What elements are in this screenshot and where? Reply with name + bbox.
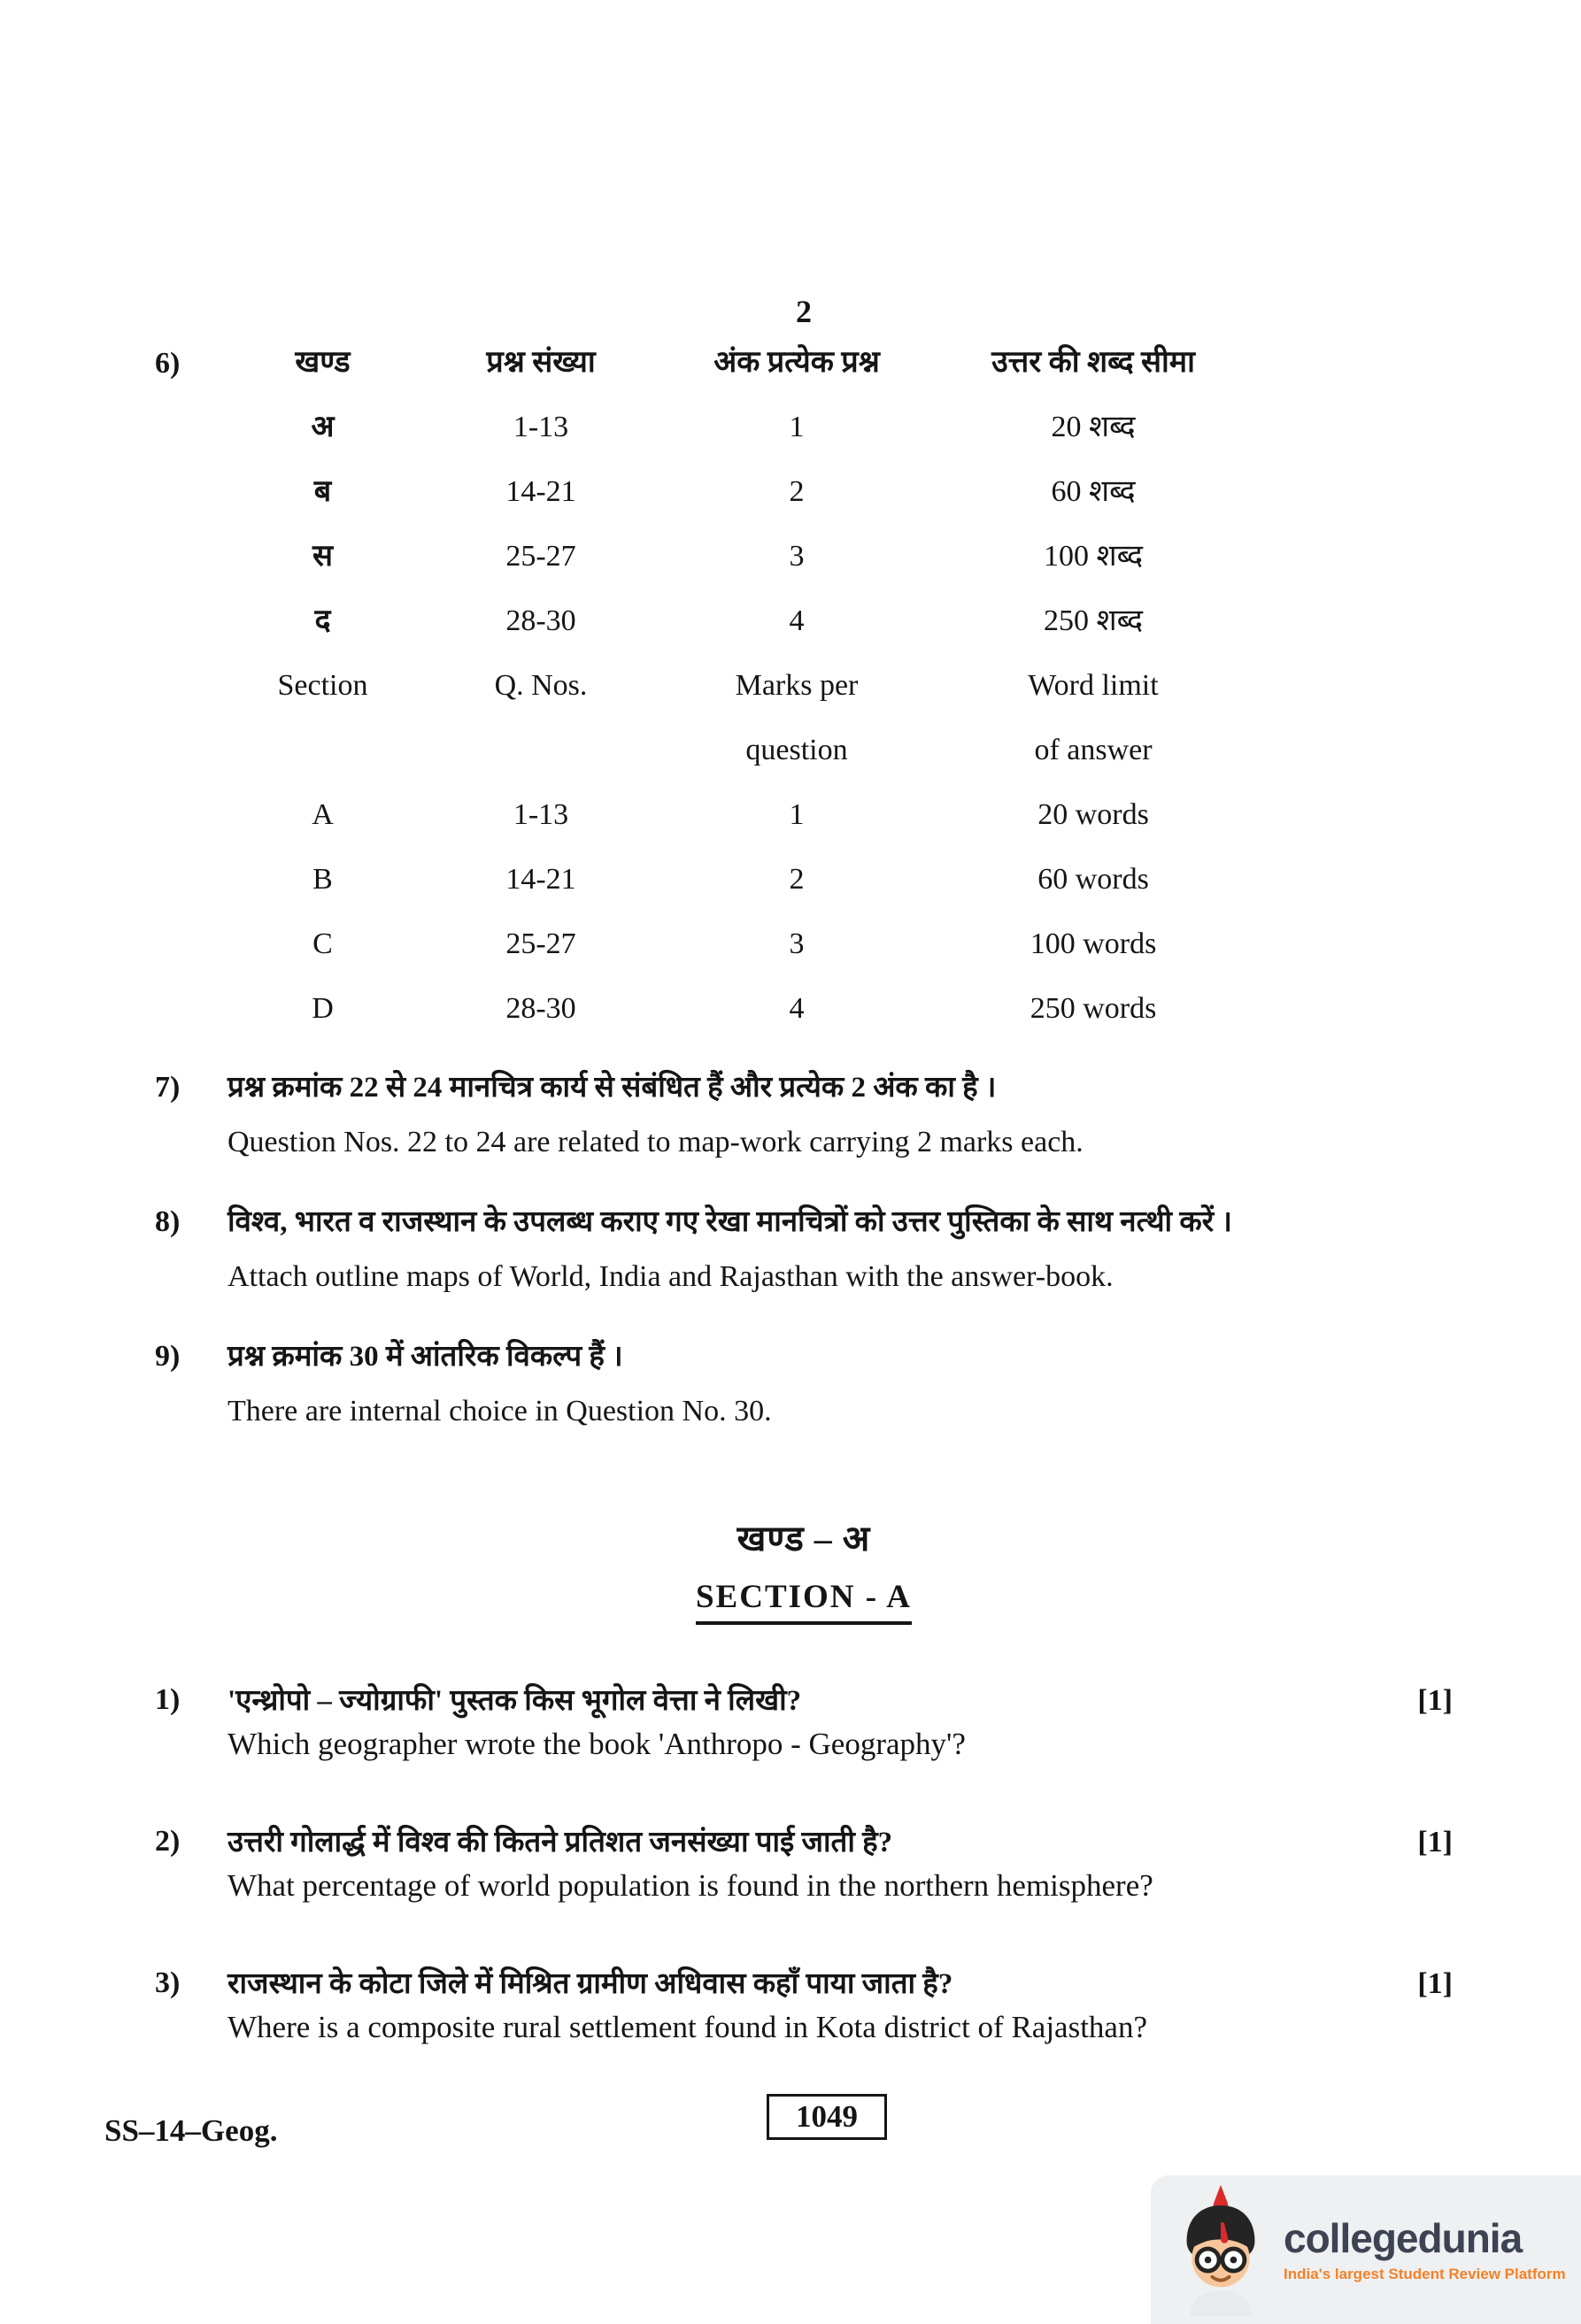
question-english: What percentage of world population is found in the northern hemisphere? bbox=[228, 1868, 1153, 1903]
marks-badge: [1] bbox=[1417, 1684, 1453, 1717]
table-cell: 14-21 bbox=[505, 475, 576, 508]
table-cell: 2 bbox=[789, 475, 805, 508]
table-cell: 3 bbox=[789, 927, 805, 960]
question-number: 3) bbox=[155, 1966, 181, 1999]
marks-table bbox=[228, 343, 1257, 1028]
table-cell: A bbox=[312, 798, 334, 831]
footer-code-box: 1049 bbox=[767, 2094, 887, 2140]
page-content bbox=[155, 292, 1453, 2050]
instruction-item-7 bbox=[155, 1067, 1453, 1163]
table-cell: D bbox=[312, 992, 334, 1025]
table-cell: 100 words bbox=[1030, 927, 1157, 960]
collegedunia-logo bbox=[1151, 2175, 1581, 2324]
table-cell: स bbox=[312, 540, 333, 573]
question-item-3 bbox=[155, 1963, 1453, 2050]
instruction-item-6 bbox=[155, 343, 1453, 1028]
table-cell: 1-13 bbox=[513, 798, 569, 831]
table-cell: 20 शब्द bbox=[1051, 411, 1136, 443]
table-cell: 14-21 bbox=[505, 863, 576, 896]
table-cell: 60 words bbox=[1037, 863, 1149, 896]
brand-name: collegedunia bbox=[1284, 2215, 1523, 2261]
table-cell: 25-27 bbox=[505, 927, 576, 960]
instruction-hindi: प्रश्न क्रमांक 30 में आंतरिक विकल्प हैं । bbox=[228, 1341, 623, 1373]
table-header-cell: खण्ड bbox=[295, 346, 351, 379]
item-number: 6) bbox=[155, 347, 181, 380]
collegedunia-mascot-icon bbox=[1168, 2183, 1273, 2316]
table-header-cell: Word limit bbox=[1028, 669, 1159, 702]
section-heading bbox=[155, 1517, 1453, 1625]
table-header-cell: उत्तर की शब्द सीमा bbox=[991, 346, 1195, 379]
section-heading-english: SECTION - A bbox=[696, 1577, 912, 1625]
table-header-cell: Marks per bbox=[735, 669, 859, 702]
table-cell: C bbox=[312, 927, 333, 960]
table-cell: 20 words bbox=[1037, 798, 1149, 831]
instruction-hindi: प्रश्न क्रमांक 22 से 24 मानचित्र कार्य से संबंधित हैं और प्रत्येक 2 अंक का है । bbox=[228, 1072, 997, 1104]
table-header-cell bbox=[418, 731, 664, 770]
instruction-item-8 bbox=[155, 1202, 1453, 1297]
instruction-item-9 bbox=[155, 1336, 1453, 1432]
instruction-hindi: विश्व, भारत व राजस्थान के उपलब्ध कराए गए रेखा मानचित्रों को उत्तर पुस्तिका के साथ नत्थी करें । bbox=[228, 1206, 1232, 1238]
marks-badge: [1] bbox=[1417, 1967, 1453, 2000]
table-cell: 1 bbox=[789, 798, 805, 831]
table-cell: 250 शब्द bbox=[1044, 604, 1143, 637]
instruction-english: Question Nos. 22 to 24 are related to map-work carrying 2 marks each. bbox=[228, 1126, 1084, 1158]
table-header-cell: Section bbox=[277, 669, 368, 702]
question-hindi: 'एन्थ्रोपो – ज्योग्राफी' पुस्तक किस भूगोल वेत्ता ने लिखी? bbox=[228, 1685, 802, 1717]
instruction-english: Attach outline maps of World, India and Rajasthan with the answer-book. bbox=[228, 1260, 1114, 1293]
table-cell: 2 bbox=[789, 863, 805, 896]
question-item-1 bbox=[155, 1680, 1453, 1766]
table-cell: 28-30 bbox=[505, 992, 576, 1025]
question-hindi: उत्तरी गोलार्द्ध में विश्व की कितने प्रतिशत जनसंख्या पाई जाती है? bbox=[228, 1827, 893, 1858]
page-number: 2 bbox=[796, 294, 812, 329]
table-cell: 1-13 bbox=[513, 411, 569, 443]
table-cell: द bbox=[314, 604, 331, 637]
item-number: 8) bbox=[155, 1205, 181, 1238]
table-cell: B bbox=[312, 863, 333, 896]
brand-tagline: India's largest Student Review Platform bbox=[1284, 2266, 1566, 2282]
table-cell: 25-27 bbox=[505, 540, 576, 573]
table-cell: 100 शब्द bbox=[1044, 540, 1143, 573]
table-cell: ब bbox=[313, 475, 332, 508]
table-header-cell: Q. Nos. bbox=[494, 669, 588, 702]
table-cell: 1 bbox=[789, 411, 805, 443]
table-header-cell: अंक प्रत्येक प्रश्न bbox=[713, 346, 880, 379]
question-number: 1) bbox=[155, 1683, 181, 1716]
question-english: Which geographer wrote the book 'Anthropo - Geography'? bbox=[228, 1727, 966, 1761]
question-hindi: राजस्थान के कोटा जिले में मिश्रित ग्रामीण अधिवास कहाँ पाया जाता है? bbox=[228, 1968, 953, 2000]
footer-paper-code: SS–14–Geog. bbox=[104, 2113, 278, 2148]
table-cell: 3 bbox=[789, 540, 805, 573]
table-header-cell: प्रश्न संख्या bbox=[486, 346, 596, 379]
table-cell: 60 शब्द bbox=[1051, 475, 1136, 508]
table-cell: 4 bbox=[789, 604, 805, 637]
question-number: 2) bbox=[155, 1825, 181, 1858]
instruction-english: There are internal choice in Question No. 30. bbox=[228, 1395, 772, 1427]
table-cell: अ bbox=[311, 411, 335, 443]
table-header-cell: of answer bbox=[1034, 734, 1153, 766]
table-header-cell bbox=[228, 731, 418, 770]
table-cell: 250 words bbox=[1030, 992, 1157, 1025]
section-heading-hindi: खण्ड – अ bbox=[737, 1519, 871, 1558]
table-header-cell: question bbox=[745, 734, 848, 766]
question-item-2 bbox=[155, 1821, 1453, 1908]
table-cell: 4 bbox=[789, 992, 805, 1025]
item-number: 9) bbox=[155, 1340, 181, 1373]
item-number: 7) bbox=[155, 1071, 181, 1104]
question-english: Where is a composite rural settlement found in Kota district of Rajasthan? bbox=[228, 2010, 1147, 2044]
table-cell: 28-30 bbox=[505, 604, 576, 637]
marks-badge: [1] bbox=[1417, 1826, 1453, 1858]
